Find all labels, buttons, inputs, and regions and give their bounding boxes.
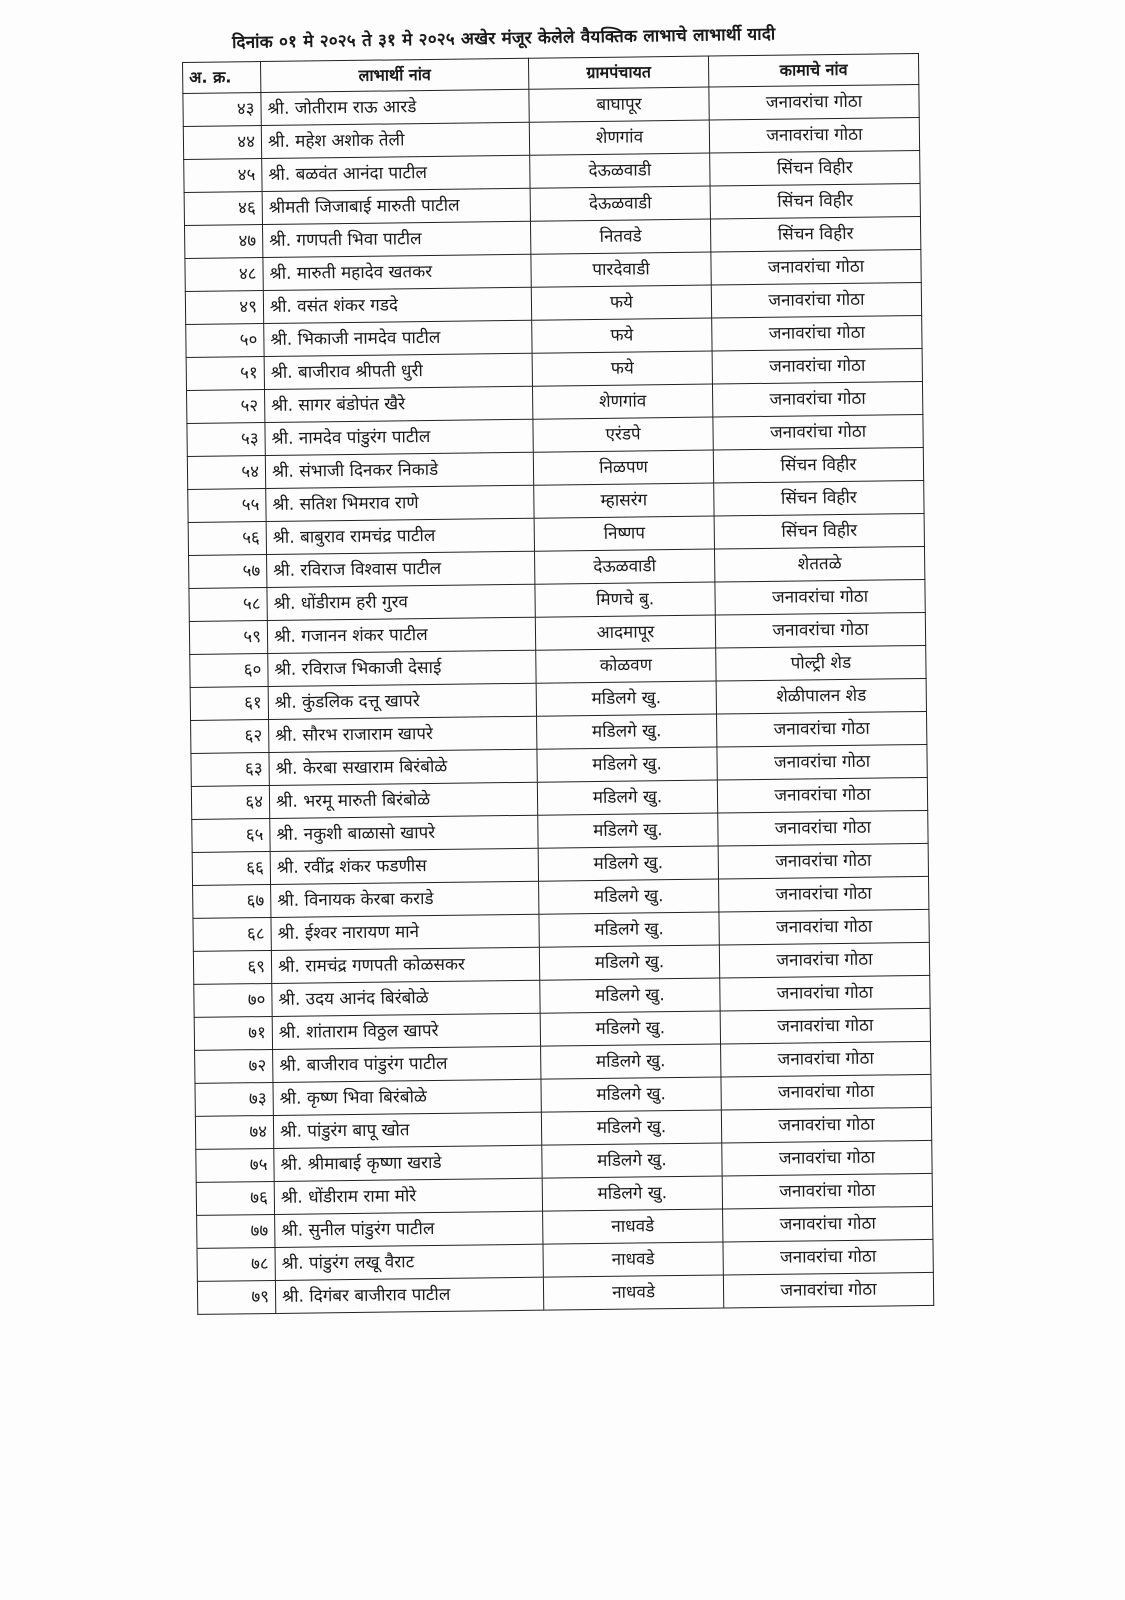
work-name-cell: जनावरांचा गोठा [709,84,919,120]
beneficiary-name-cell: श्री. जोतीराम राऊ आरडे [261,89,529,125]
serial-no-cell: ७४ [195,1115,273,1149]
serial-no-cell: ४३ [183,93,261,127]
gram-panchayat-cell: फये [531,285,711,320]
beneficiary-name-cell: श्री. कुंडलिक दत्तू खापरे [268,683,536,719]
beneficiary-name-cell: श्री. मारुती महादेव खतकर [263,254,531,290]
work-name-cell: जनावरांचा गोठा [720,1008,930,1044]
gram-panchayat-cell: म्हासरंग [534,483,714,518]
work-name-cell: जनावरांचा गोठा [711,249,921,285]
beneficiary-name-cell: श्री. ईश्वर नारायण माने [271,914,539,950]
gram-panchayat-cell: मडिलगे खु. [537,714,717,749]
work-name-cell: सिंचन विहीर [714,513,924,549]
beneficiary-name-cell: श्री. विनायक केरबा कराडे [271,881,539,917]
gram-panchayat-cell: मडिलगे खु. [541,1077,721,1112]
serial-no-cell: ४६ [184,192,262,226]
work-name-cell: जनावरांचा गोठा [713,414,923,450]
gram-panchayat-cell: निळपण [533,450,713,485]
work-name-cell: सिंचन विहीर [710,150,920,186]
work-name-cell: जनावरांचा गोठा [712,381,922,417]
serial-no-cell: ६३ [191,752,269,786]
serial-no-cell: ४४ [183,126,261,160]
serial-no-cell: ६१ [190,686,268,720]
work-name-cell: जनावरांचा गोठा [722,1140,932,1176]
beneficiary-name-cell: श्री. रामचंद्र गणपती कोळसकर [271,947,539,983]
beneficiary-name-cell: श्री. शांताराम विठ्ठल खापरे [272,1013,540,1049]
work-name-cell: जनावरांचा गोठा [721,1074,931,1110]
gram-panchayat-cell: मडिलगे खु. [542,1176,722,1211]
work-name-cell: जनावरांचा गोठा [718,810,928,846]
gram-panchayat-cell: मडिलगे खु. [540,978,720,1013]
gram-panchayat-cell: नाधवडे [543,1209,723,1244]
gram-panchayat-cell: मडिलगे खु. [539,879,719,914]
work-name-cell: जनावरांचा गोठा [717,711,927,747]
gram-panchayat-cell: आदमापूर [535,615,715,650]
serial-no-cell: ६७ [193,884,271,918]
beneficiary-name-cell: श्री. श्रीमाबाई कृष्णा खराडे [274,1145,542,1181]
work-name-cell: जनावरांचा गोठा [720,975,930,1011]
gram-panchayat-cell: नाधवडे [543,1242,723,1277]
beneficiary-name-cell: श्री. बाजीराव पांडुरंग पाटील [273,1046,541,1082]
beneficiary-name-cell: श्री. रविराज विश्वास पाटील [267,551,535,587]
work-name-cell: जनावरांचा गोठा [711,282,921,318]
beneficiary-name-cell: श्री. रवींद्र शंकर फडणीस [270,848,538,884]
header-serial-no: अ. क्र. [183,62,261,94]
serial-no-cell: ७२ [195,1049,273,1083]
beneficiary-name-cell: श्री. धोंडीराम रामा मोरे [274,1178,542,1214]
work-name-cell: पोल्ट्री शेड [716,645,926,681]
beneficiary-name-cell: श्री. सतिश भिमराव राणे [266,485,534,521]
serial-no-cell: ७७ [197,1214,275,1248]
serial-no-cell: ७३ [195,1082,273,1116]
gram-panchayat-cell: देऊळवाडी [535,549,715,584]
gram-panchayat-cell: निष्णप [534,516,714,551]
serial-no-cell: ५२ [187,390,265,424]
beneficiary-name-cell: श्री. बाजीराव श्रीपती धुरी [264,353,532,389]
gram-panchayat-cell: शेणगांव [529,120,709,155]
gram-panchayat-cell: मडिलगे खु. [536,681,716,716]
work-name-cell: जनावरांचा गोठा [723,1239,933,1275]
document-title: दिनांक ०१ मे २०२५ ते ३१ मे २०२५ अखेर मंजूर केलेले वैयक्तिक लाभाचे लाभार्थी यादी [231,24,776,53]
header-gram-panchayat: ग्रामपंचायत [528,56,708,89]
beneficiary-name-cell: श्री. सागर बंडोपंत खैरे [265,386,533,422]
table-body [183,84,934,1314]
work-name-cell: सिंचन विहीर [713,447,923,483]
gram-panchayat-cell: पारदेवाडी [531,252,711,287]
work-name-cell: जनावरांचा गोठा [723,1272,933,1308]
serial-no-cell: ६९ [193,950,271,984]
beneficiary-name-cell: श्री. भरमू मारुती बिरंबोळे [269,782,537,818]
beneficiary-name-cell: श्री. नामदेव पांडुरंग पाटील [265,419,533,455]
beneficiary-name-cell: श्री. रविराज भिकाजी देसाई [268,650,536,686]
gram-panchayat-cell: मडिलगे खु. [540,1011,720,1046]
serial-no-cell: ५३ [187,423,265,457]
serial-no-cell: ४९ [185,291,263,325]
gram-panchayat-cell: फये [532,351,712,386]
work-name-cell: जनावरांचा गोठा [722,1173,932,1209]
serial-no-cell: ४७ [184,225,262,259]
beneficiary-name-cell: श्रीमती जिजाबाई मारुती पाटील [262,188,530,224]
work-name-cell: जनावरांचा गोठा [715,612,925,648]
gram-panchayat-cell: मडिलगे खु. [542,1143,722,1178]
serial-no-cell: ७१ [194,1016,272,1050]
beneficiary-name-cell: श्री. बळवंत आनंदा पाटील [262,155,530,191]
gram-panchayat-cell: बाघापूर [529,87,709,122]
gram-panchayat-cell: शेणगांव [532,384,712,419]
gram-panchayat-cell: फये [532,318,712,353]
work-name-cell: जनावरांचा गोठा [721,1041,931,1077]
gram-panchayat-cell: मडिलगे खु. [539,945,719,980]
gram-panchayat-cell: मडिलगे खु. [538,846,718,881]
work-name-cell: जनावरांचा गोठा [718,843,928,879]
gram-panchayat-cell: एरंडपे [533,417,713,452]
serial-no-cell: ६० [190,653,268,687]
beneficiary-name-cell: श्री. दिगंबर बाजीराव पाटील [275,1277,543,1313]
beneficiary-name-cell: श्री. वसंत शंकर गडदे [263,287,531,323]
work-name-cell: जनावरांचा गोठा [717,777,927,813]
beneficiary-name-cell: श्री. केरबा सखाराम बिरंबोळे [269,749,537,785]
serial-no-cell: ७५ [196,1148,274,1182]
work-name-cell: जनावरांचा गोठा [719,909,929,945]
serial-no-cell: ७६ [196,1181,274,1215]
serial-no-cell: ५५ [188,489,266,523]
header-beneficiary-name: लाभार्थी नांव [261,58,529,92]
gram-panchayat-cell: नाधवडे [543,1275,723,1310]
work-name-cell: सिंचन विहीर [714,480,924,516]
serial-no-cell: ५१ [186,357,264,391]
beneficiary-table-container [182,53,933,1315]
gram-panchayat-cell: मडिलगे खु. [537,747,717,782]
serial-no-cell: ५४ [187,456,265,490]
work-name-cell: जनावरांचा गोठा [709,117,919,153]
work-name-cell: जनावरांचा गोठा [712,315,922,351]
beneficiary-name-cell: श्री. भिकाजी नामदेव पाटील [264,320,532,356]
gram-panchayat-cell: मिणचे बु. [535,582,715,617]
work-name-cell: शेततळे [714,546,924,582]
work-name-cell: जनावरांचा गोठा [721,1107,931,1143]
beneficiary-table [182,53,934,1315]
serial-no-cell: ६२ [191,719,269,753]
beneficiary-name-cell: श्री. गजानन शंकर पाटील [267,617,535,653]
gram-panchayat-cell: नितवडे [530,219,710,254]
gram-panchayat-cell: मडिलगे खु. [537,780,717,815]
gram-panchayat-cell: देऊळवाडी [530,153,710,188]
serial-no-cell: ७८ [197,1247,275,1281]
work-name-cell: जनावरांचा गोठा [723,1206,933,1242]
work-name-cell: जनावरांचा गोठा [712,348,922,384]
beneficiary-name-cell: श्री. संभाजी दिनकर निकाडे [265,452,533,488]
header-work-name: कामाचे नांव [708,54,918,88]
serial-no-cell: ५६ [188,522,266,556]
beneficiary-name-cell: श्री. नकुशी बाळासो खापरे [270,815,538,851]
beneficiary-name-cell: श्री. कृष्ण भिवा बिरंबोळे [273,1079,541,1115]
serial-no-cell: ५० [186,324,264,358]
serial-no-cell: ६८ [193,917,271,951]
serial-no-cell: ४५ [184,159,262,193]
beneficiary-name-cell: श्री. सुनील पांडुरंग पाटील [275,1211,543,1247]
work-name-cell: सिंचन विहीर [710,183,920,219]
work-name-cell: जनावरांचा गोठा [715,579,925,615]
serial-no-cell: ६५ [192,818,270,852]
beneficiary-name-cell: श्री. पांडुरंग बापू खोत [273,1112,541,1148]
gram-panchayat-cell: कोळवण [536,648,716,683]
work-name-cell: जनावरांचा गोठा [719,876,929,912]
serial-no-cell: ५९ [189,620,267,654]
serial-no-cell: ६४ [191,785,269,819]
beneficiary-name-cell: श्री. पांडुरंग लखू वैराट [275,1244,543,1280]
gram-panchayat-cell: मडिलगे खु. [541,1044,721,1079]
beneficiary-name-cell: श्री. गणपती भिवा पाटील [262,221,530,257]
beneficiary-name-cell: श्री. महेश अशोक तेली [261,122,529,158]
beneficiary-name-cell: श्री. सौरभ राजाराम खापरे [269,716,537,752]
gram-panchayat-cell: मडिलगे खु. [538,813,718,848]
work-name-cell: सिंचन विहीर [710,216,920,252]
gram-panchayat-cell: मडिलगे खु. [539,912,719,947]
work-name-cell: जनावरांचा गोठा [717,744,927,780]
serial-no-cell: ७० [194,983,272,1017]
serial-no-cell: ५८ [189,588,267,622]
serial-no-cell: ७९ [197,1280,275,1314]
gram-panchayat-cell: मडिलगे खु. [541,1110,721,1145]
serial-no-cell: ४८ [185,258,263,292]
work-name-cell: शेळीपालन शेड [716,678,926,714]
work-name-cell: जनावरांचा गोठा [719,942,929,978]
beneficiary-name-cell: श्री. धोंडीराम हरी गुरव [267,584,535,620]
beneficiary-name-cell: श्री. बाबुराव रामचंद्र पाटील [266,518,534,554]
serial-no-cell: ५७ [189,555,267,589]
serial-no-cell: ६६ [192,851,270,885]
beneficiary-name-cell: श्री. उदय आनंद बिरंबोळे [272,980,540,1016]
gram-panchayat-cell: देऊळवाडी [530,186,710,221]
